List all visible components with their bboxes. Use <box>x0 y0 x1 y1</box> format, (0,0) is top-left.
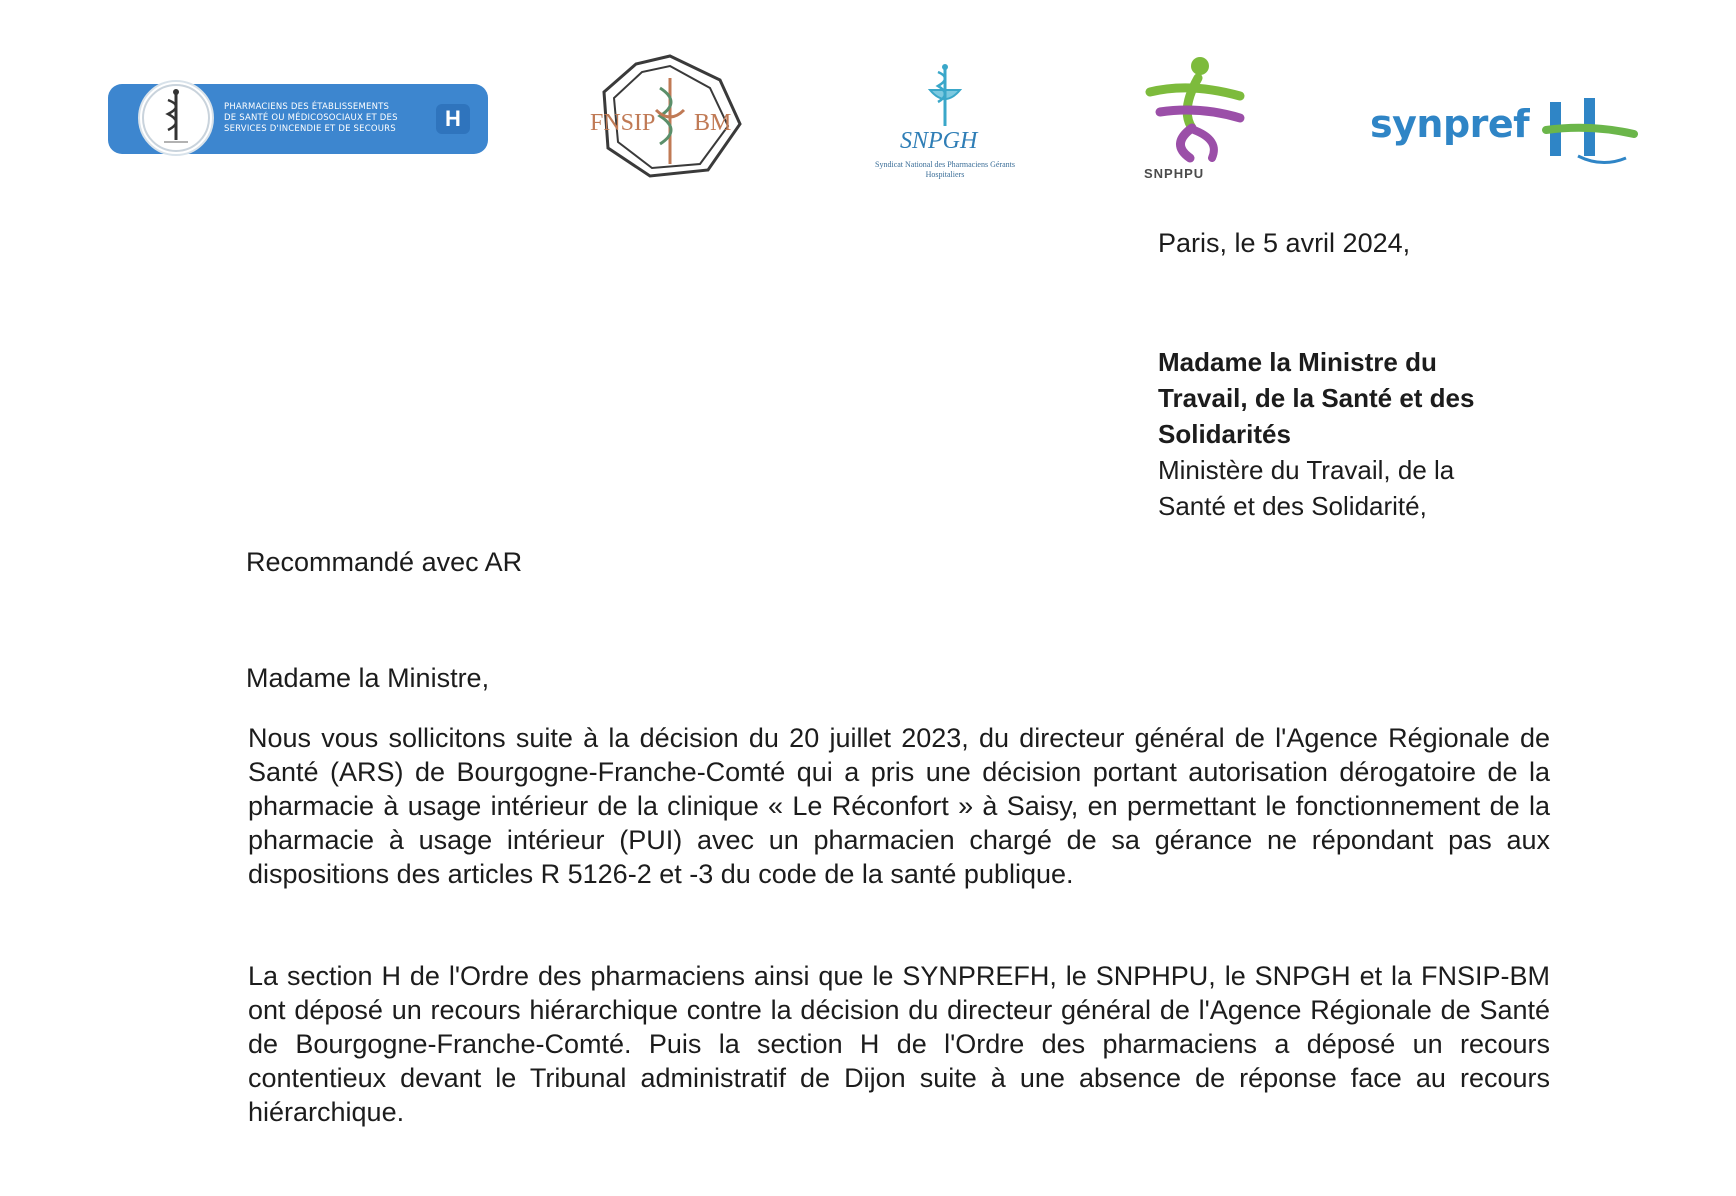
banner-line-1: PHARMACIENS DES ÉTABLISSEMENTS <box>224 102 390 112</box>
header-logos <box>0 0 1736 200</box>
recipient-line-2: Travail, de la Santé et des <box>1158 383 1475 413</box>
delivery-mode: Recommandé avec AR <box>246 547 523 577</box>
snphpu-figure-icon <box>1130 52 1260 164</box>
fnsip-label: FNSIP <box>590 110 656 136</box>
snpgh-caduceus-icon <box>860 60 1030 130</box>
salutation: Madame la Ministre, <box>246 663 490 693</box>
synprefh-logo <box>1370 88 1640 178</box>
letter-date: Paris, le 5 avril 2024, <box>1158 228 1411 258</box>
pharmaciens-etablissements-logo <box>108 80 488 158</box>
fnsip-bm-logo <box>590 52 750 182</box>
body-paragraph-2: La section H de l'Ordre des pharmaciens ainsi que le SYNPREFH, le SNPHPU, le SNPGH et la FNSIP-BM ont déposé un recours hiérarchique contre la décision du directeur général de l'Agence Régionale de Santé de Bourgogne-Franche-Comté. Puis la section H de l'Ordre des pharmaciens a déposé un recours contentieux devant le Tribunal administratif de Dijon suite à une absence de réponse face au recours hiérarchique. <box>248 961 1550 1127</box>
banner-line-3: SERVICES D'INCENDIE ET DE SECOURS <box>224 124 396 134</box>
synpref-h-cross-icon <box>1542 94 1638 170</box>
snphpu-logo <box>1130 52 1260 182</box>
recipient-line-5: Santé et des Solidarité, <box>1158 491 1427 521</box>
snpgh-label: SNPGH <box>900 128 978 154</box>
snpgh-subtitle: Syndicat National des Pharmaciens Gérants Hospitaliers <box>875 160 1015 179</box>
synpref-label: synpref <box>1370 102 1530 146</box>
banner-line-2: DE SANTÉ OU MÉDICOSOCIAUX ET DES <box>224 113 398 123</box>
body-paragraph-1: Nous vous sollicitons suite à la décision du 20 juillet 2023, du directeur général de l'Agence Régionale de Santé (ARS) de Bourgogne-Franche-Comté qui a pris une décision portant autorisation dérogatoire de la pharmacie à usage intérieur de la clinique « Le Réconfort » à Saisy, en permettant le fonctionnement de la pharmacie à usage intérieur (PUI) avec un pharmacien chargé de sa gérance ne répondant pas aux dispositions des articles R 5126-2 et -3 du code de la santé publique. <box>248 723 1550 889</box>
snpgh-logo <box>860 60 1030 185</box>
recipient-line-1: Madame la Ministre du <box>1158 347 1437 377</box>
recipient-block <box>1158 344 1578 524</box>
snphpu-label: SNPHPU <box>1144 166 1205 181</box>
recipient-line-4: Ministère du Travail, de la <box>1158 455 1455 485</box>
bm-label: BM <box>694 110 732 136</box>
caduceus-seal-icon <box>138 80 214 156</box>
hospital-h-badge: H <box>436 104 470 134</box>
recipient-line-3: Solidarités <box>1158 419 1291 449</box>
banner-text <box>224 102 424 135</box>
